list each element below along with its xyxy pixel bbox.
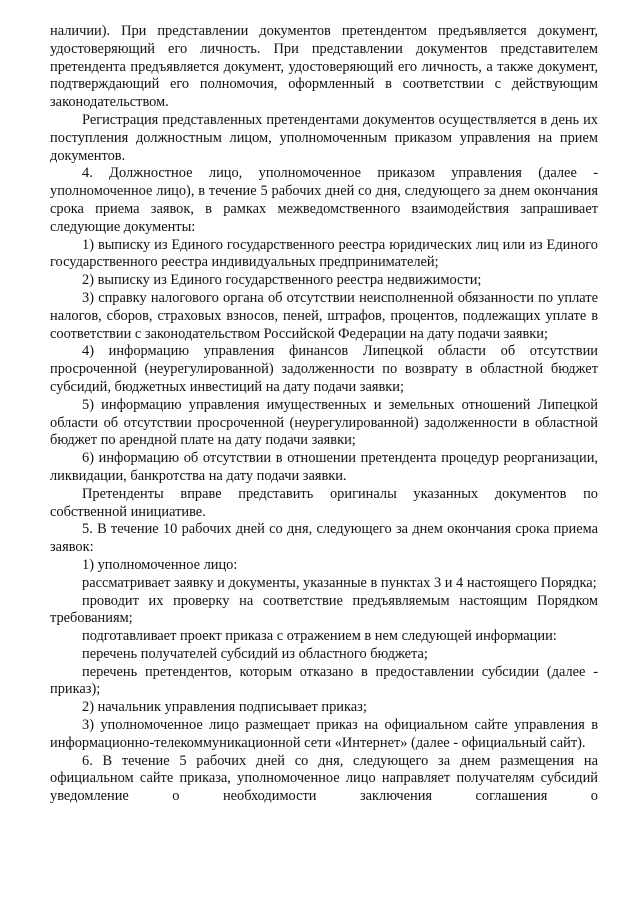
list-item-5-2: 2) начальник управления подписывает приказ;: [82, 699, 367, 716]
paragraph-item-5: 5. В течение 10 рабочих дней со дня, следующего за днем окончания срока приема заявок:: [50, 521, 598, 556]
sub-item-refused: перечень претендентов, которым отказано в предоставлении субсидии (далее - приказ);: [50, 663, 598, 698]
list-item-5-3: 3) уполномоченное лицо размещает приказ на официальном сайте управления в информационно-телекоммуникационной сети «Интернет» (далее - официальный сайт).: [50, 717, 598, 751]
list-item-5-1: 1) уполномоченное лицо:: [82, 556, 238, 573]
list-item-4-1: 1) выписку из Единого государственного реестра юридических лиц или из Единого государственного реестра индивидуальных предпринимателей;: [50, 236, 598, 271]
sub-item-check: проводит их проверку на соответствие предъявляемым настоящим Порядком требованиям;: [50, 592, 598, 627]
list-item-4-2: 2) выписку из Единого государственного реестра недвижимости;: [82, 272, 482, 289]
list-item-4-3: 3) справку налогового органа об отсутствии неисполненной обязанности по уплате налогов, сборов, страховых взносов, пеней, штрафов, процентов, подлежащих уплате в соответствии с законодательством Российской Федерации на дату подачи заявки;: [50, 289, 598, 342]
paragraph-item-6: 6. В течение 5 рабочих дней со дня, следующего за днем размещения на официальном сайте приказа, уполномоченное лицо направляет получателям субсидий уведомление о необходимости заключения соглашения о: [50, 752, 598, 805]
list-item-4-6: 6) информацию об отсутствии в отношении претендента процедур реорганизации, ликвидации, банкротства на дату подачи заявки.: [50, 450, 598, 484]
paragraph-registration: Регистрация представленных претендентами документов осуществляется в день их поступления должностным лицом, уполномоченным приказом управления на прием документов.: [50, 111, 598, 164]
sub-item-review: рассматривает заявку и документы, указанные в пунктах 3 и 4 настоящего Порядка;: [82, 574, 597, 591]
sub-item-recipients: перечень получателей субсидий из областного бюджета;: [82, 645, 428, 662]
list-item-4-4: 4) информацию управления финансов Липецкой области об отсутствии просроченной (неурегулированной) задолженности по возврату в областной бюджет субсидий, бюджетных инвестиций на дату подачи заявки;: [50, 343, 598, 395]
sub-item-prepare: подготавливает проект приказа с отражением в нем следующей информации:: [82, 628, 557, 645]
list-item-4-5: 5) информацию управления имущественных и земельных отношений Липецкой области об отсутствии просроченной (неурегулированной) задолженности в областной бюджет по арендной плате на дату подачи заявки;: [50, 396, 598, 449]
paragraph-item-4: 4. Должностное лицо, уполномоченное приказом управления (далее - уполномоченное лицо), в течение 5 рабочих дней со дня, следующего за днем окончания срока приема заявок, в рамках межведомственного взаимодействия запрашивает следующие документы:: [50, 165, 598, 235]
paragraph-originals: Претенденты вправе представить оригиналы указанных документов по собственной инициативе.: [50, 485, 598, 520]
paragraph-continuation: наличии). При представлении документов претендентом предъявляется документ, удостоверяющий его личность. При представлении документов представителем претендента предъявляется документ, удостоверяющий его личность, а также документ, подтверждающий его полномочия, оформленный в соответствии с действующим законодательством.: [50, 23, 598, 111]
